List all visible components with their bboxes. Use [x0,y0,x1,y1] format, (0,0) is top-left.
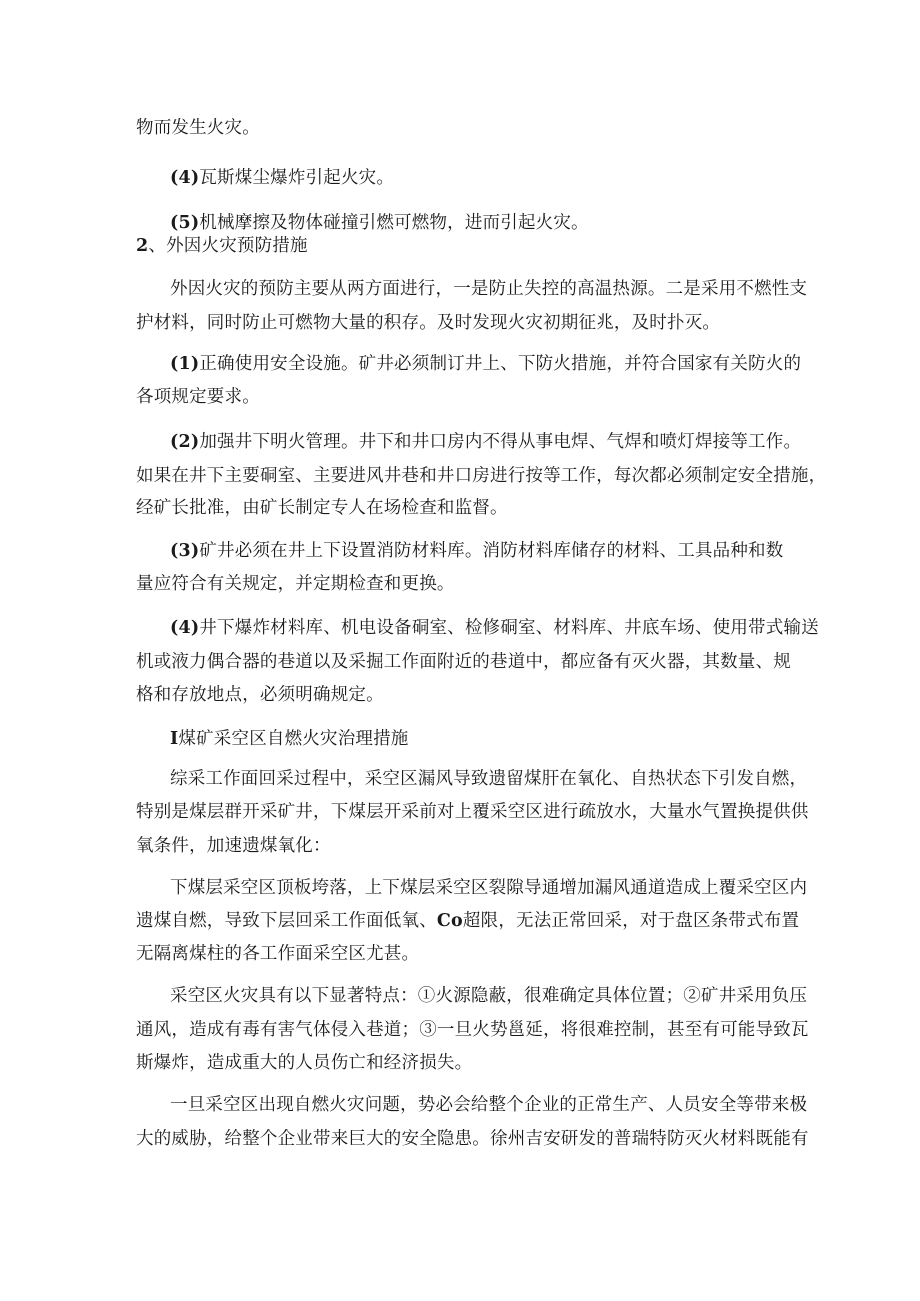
section-heading [170,728,796,750]
item-number: (3) [170,541,200,561]
paragraph-line [170,1094,808,1116]
paragraph-line [170,985,808,1007]
item-number: (4) [170,168,200,188]
text: 综采工作面回采过程中，采空区漏风导致遗留煤肝在氧化、自热状态下引发自燃， [170,769,808,789]
paragraph-line [170,768,808,790]
item-text: 井下爆炸材料库、机电设备硐室、检修硐室、材料库、井底车场、使用带式输送 [199,618,819,638]
text: 各项规定要求。 [136,387,260,407]
paragraph-line [136,497,796,519]
text: 护材料，同时防止可燃物大量的积存。及时发现火灾初期征兆，及时扑灭。 [136,313,721,333]
paragraph-line [136,386,796,408]
list-item-4 [170,167,796,189]
text: 通风，造成有毒有害气体侵入巷道；③一旦火势邕延，将很难控制，甚至有可能导致瓦 [136,1020,809,1040]
paragraph-line [136,943,796,965]
text: 斯爆炸，造成重大的人员伤亡和经济损失。 [136,1053,473,1073]
paragraph-line [136,312,796,334]
item-number: (2) [170,432,200,452]
text: 物而发生火灾。 [136,118,260,138]
item-number: (4) [170,618,200,638]
item-text: 瓦斯煤尘爆炸引起火灾。 [199,168,395,188]
text: 超限，无法正常回采，对于盘区条带式布置 [462,911,800,931]
list-item-1 [170,353,802,375]
text: 经矿长批准，由矿长制定专人在场检查和监督。 [136,498,508,518]
paragraph-line [136,801,809,823]
paragraph-line [136,465,827,487]
text: 下煤层采空区顶板垮落，上下煤层采空区裂隙导通增加漏风通道造成上覆采空区内 [170,878,808,898]
heading-number: 2 [136,236,149,256]
item-text: 加强井下明火管理。井下和井口房内不得从事电焊、气焊和喷灯焊接等工作。 [199,432,802,452]
list-item-5 [170,212,796,234]
text: 量应符合有关规定，并定期检查和更换。 [136,574,455,594]
paragraph-line [136,651,796,673]
paragraph-line [136,1052,796,1074]
paragraph-line [170,278,808,300]
paragraph-line [136,684,796,706]
paragraph-line [170,877,808,899]
list-item-2 [170,431,802,453]
paragraph-line [136,910,800,932]
list-item-3 [170,540,796,562]
co-symbol: Co [436,911,463,931]
heading-text: 、外因火灾预防措施 [148,236,308,256]
paragraph-line [136,835,796,857]
item-number: (1) [170,354,200,374]
heading-number: I [170,729,179,749]
paragraph-line [136,117,796,139]
text: 机或液力偶合器的巷道以及采掘工作面附近的巷道中，都应备有灭火器，其数量、规 [136,652,791,672]
item-number: (5) [170,213,200,233]
text: 外因火灾的预防主要从两方面进行，一是防止失控的高温热源。二是采用不燃性支 [170,279,808,299]
text: 氧条件，加速遗煤氧化： [136,836,331,856]
paragraph-line [136,1128,809,1150]
heading-text: 煤矿采空区自燃火灾治理措施 [178,729,409,749]
text: 采空区火灾具有以下显著特点：①火源隐蔽，很难确定具体位置；②矿井采用负压 [170,986,808,1006]
text: 特别是煤层群开采矿井，下煤层开采前对上覆采空区进行疏放水，大量水气置换提供供 [136,802,809,822]
text: 无隔离煤柱的各工作面采空区尤甚。 [136,944,420,964]
text: 大的威胁，给整个企业带来巨大的安全隐患。徐州吉安研发的普瑞特防灭火材料既能有 [136,1129,809,1149]
item-text: 正确使用安全设施。矿井必须制订井上、下防火措施，并符合国家有关防火的 [199,354,802,374]
text: 格和存放地点，必须明确规定。 [136,685,384,705]
text: 如果在井下主要硐室、主要进风井巷和井口房进行按等工作，每次都必须制定安全措施， [136,466,827,486]
list-item-4b [170,617,819,639]
section-heading [136,235,796,257]
paragraph-line [136,573,796,595]
text: 遗煤自燃，导致下层回采工作面低氧、 [136,911,437,931]
item-text: 机械摩擦及物体碰撞引燃可燃物，进而引起火灾。 [199,213,589,233]
text: 一旦采空区出现自燃火灾问题，势必会给整个企业的正常生产、人员安全等带来极 [170,1095,808,1115]
item-text: 矿井必须在井上下设置消防材料库。消防材料库储存的材料、工具品种和数 [199,541,784,561]
paragraph-line [136,1019,809,1041]
